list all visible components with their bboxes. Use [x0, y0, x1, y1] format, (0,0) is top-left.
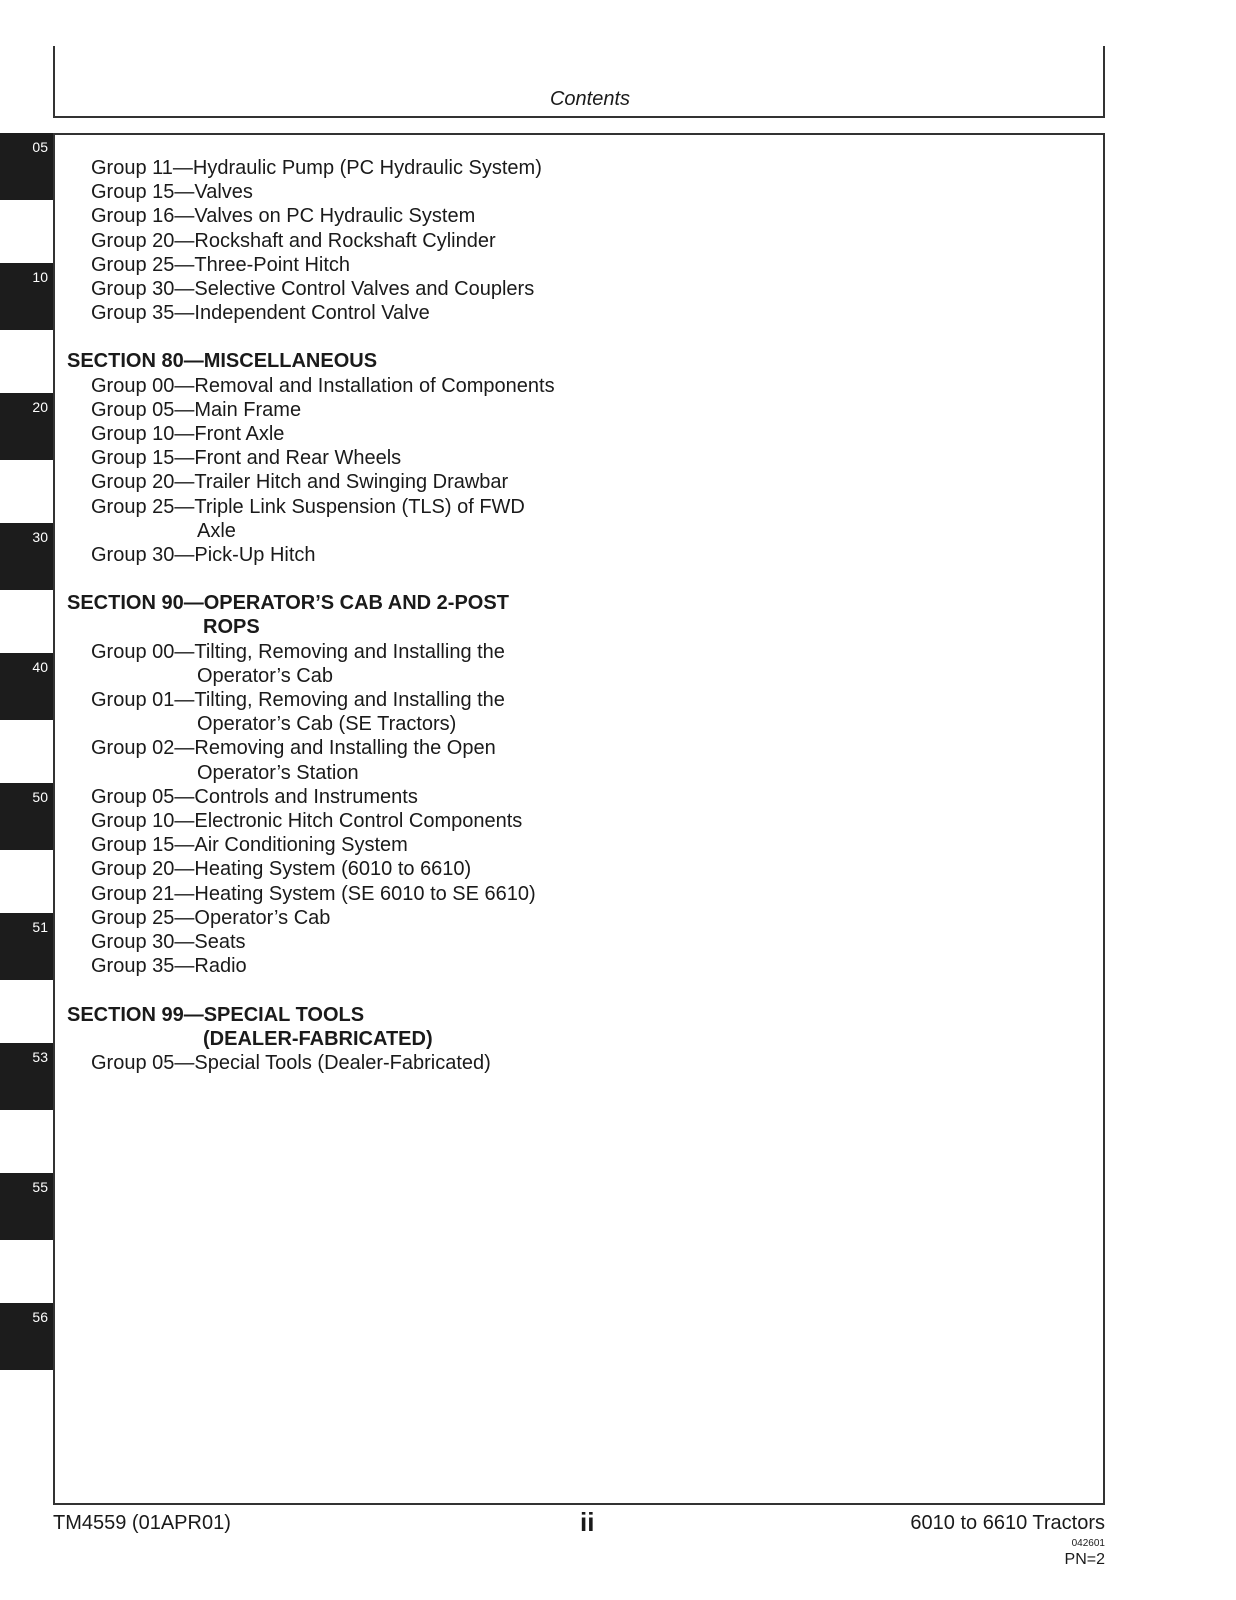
tab-label: 05: [32, 139, 48, 155]
page-title: Contents: [549, 88, 631, 110]
toc-group-link[interactable]: Group 20—Trailer Hitch and Swinging Drawbar: [91, 471, 509, 494]
section-tab-50[interactable]: [0, 783, 53, 850]
tab-label: 51: [32, 919, 48, 935]
section-tab-05[interactable]: [0, 133, 53, 200]
section-tab-30[interactable]: [0, 523, 53, 590]
toc-group-link[interactable]: Group 25—Triple Link Suspension (TLS) of FWD: [91, 495, 525, 518]
toc-group-link[interactable]: Group 05—Special Tools (Dealer-Fabricated): [91, 1051, 491, 1074]
section-tab-51[interactable]: [0, 913, 53, 980]
tab-label: 50: [32, 789, 48, 805]
toc-group-link[interactable]: Group 15—Air Conditioning System: [91, 834, 408, 857]
section-tab-53[interactable]: [0, 1043, 53, 1110]
tab-label: 30: [32, 529, 48, 545]
toc-group-link[interactable]: Group 10—Front Axle: [91, 423, 285, 446]
toc-group-link[interactable]: Group 15—Front and Rear Wheels: [91, 447, 402, 470]
toc-group-link[interactable]: Group 11—Hydraulic Pump (PC Hydraulic System): [91, 157, 542, 179]
toc-group-link[interactable]: Group 05—Controls and Instruments: [91, 785, 418, 808]
toc-group-link[interactable]: Group 20—Heating System (6010 to 6610): [91, 858, 472, 881]
toc-group-link[interactable]: Group 05—Main Frame: [91, 398, 302, 421]
toc-group-link[interactable]: Group 15—Valves: [91, 181, 253, 204]
section-tab-56[interactable]: [0, 1303, 53, 1370]
toc-group-continuation[interactable]: Operator’s Cab (SE Tractors): [197, 713, 457, 736]
date-code: 042601: [1071, 1538, 1105, 1549]
section-tab-55[interactable]: [0, 1173, 53, 1240]
toc-group-link[interactable]: Group 02—Removing and Installing the Open: [91, 737, 496, 760]
toc-group-link[interactable]: Group 30—Pick-Up Hitch: [91, 544, 316, 567]
pn-label: PN=2: [1064, 1551, 1105, 1568]
tab-label: 55: [32, 1179, 48, 1195]
tab-label: 40: [32, 659, 48, 675]
toc-group-link[interactable]: Group 00—Tilting, Removing and Installing the: [91, 640, 505, 663]
toc-group-link[interactable]: Group 16—Valves on PC Hydraulic System: [91, 205, 476, 228]
toc-group-link[interactable]: Group 01—Tilting, Removing and Installing the: [91, 689, 505, 712]
toc-group-link[interactable]: Group 35—Radio: [91, 955, 247, 978]
section-tab-40[interactable]: [0, 653, 53, 720]
section-tab-10[interactable]: [0, 263, 53, 330]
section-90-heading[interactable]: SECTION 90—OPERATOR’S CAB AND 2-POST: [67, 592, 509, 615]
toc-group-continuation[interactable]: Operator’s Cab: [197, 664, 333, 687]
section-80-heading[interactable]: SECTION 80—MISCELLANEOUS: [67, 350, 378, 373]
section-99-heading-cont[interactable]: (DEALER-FABRICATED): [203, 1027, 433, 1050]
model-range: 6010 to 6610 Tractors: [910, 1512, 1105, 1534]
toc-group-link[interactable]: Group 30—Selective Control Valves and Couplers: [91, 278, 535, 301]
page-number: ii: [580, 1507, 595, 1537]
tab-label: 53: [32, 1049, 48, 1065]
toc-group-link[interactable]: Group 10—Electronic Hitch Control Components: [91, 810, 523, 833]
toc-group-link[interactable]: Group 25—Three-Point Hitch: [91, 253, 351, 276]
section-90-heading-cont[interactable]: ROPS: [203, 616, 260, 639]
section-99-heading[interactable]: SECTION 99—SPECIAL TOOLS: [67, 1003, 365, 1026]
tab-label: 20: [32, 399, 48, 415]
toc-group-continuation[interactable]: Operator’s Station: [197, 761, 359, 784]
tab-label: 10: [32, 269, 48, 285]
toc-group-link[interactable]: Group 30—Seats: [91, 931, 246, 954]
toc-group-link[interactable]: Group 00—Removal and Installation of Components: [91, 374, 555, 397]
toc-group-link[interactable]: Group 20—Rockshaft and Rockshaft Cylinder: [91, 229, 496, 252]
document-id: TM4559 (01APR01): [53, 1512, 231, 1534]
toc-group-link[interactable]: Group 25—Operator’s Cab: [91, 906, 331, 929]
section-tab-20[interactable]: [0, 393, 53, 460]
toc-group-link[interactable]: Group 35—Independent Control Valve: [91, 302, 430, 325]
toc-group-link[interactable]: Group 21—Heating System (SE 6010 to SE 6610): [91, 882, 536, 905]
tab-label: 56: [32, 1309, 48, 1325]
toc-group-continuation[interactable]: Axle: [197, 519, 236, 542]
table-of-contents: [67, 156, 555, 1075]
